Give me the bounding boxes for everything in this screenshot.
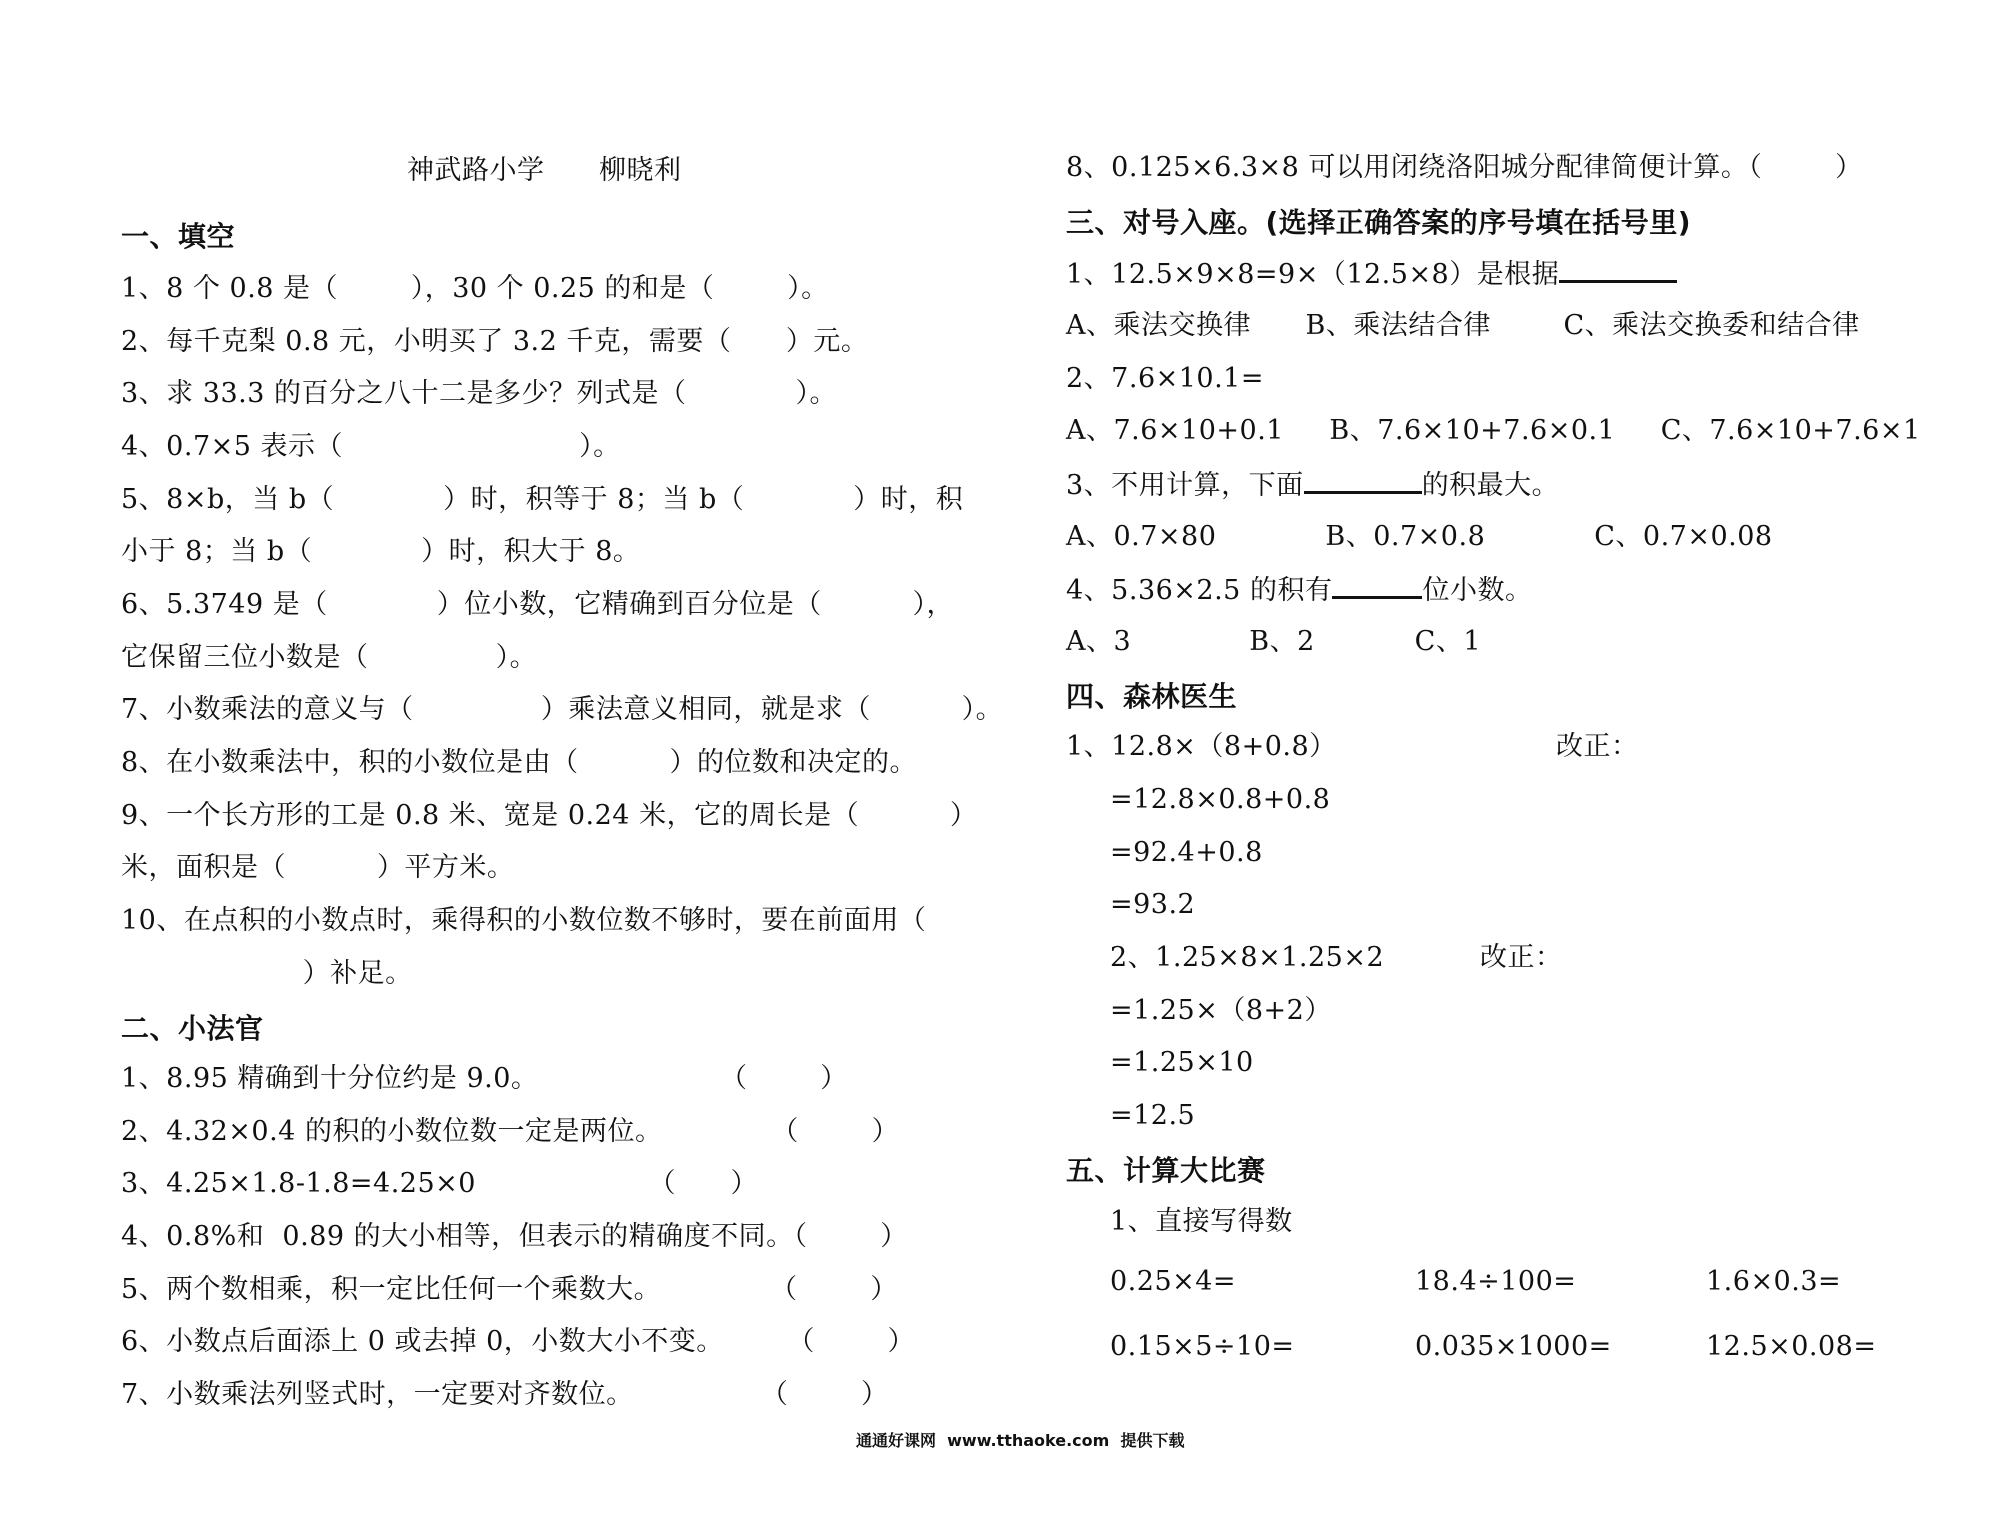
s1-line: 2、每千克梨 0.8 元，小明买了 3.2 千克，需要（ ）元。 (121, 326, 869, 357)
s1-line: 米，面积是（ ）平方米。 (121, 852, 515, 883)
section3-heading: 三、对号入座。(选择正确答案的序号填在括号里) (1066, 206, 1692, 239)
s2-line: 6、小数点后面添上 0 或去掉 0，小数大小不变。 （ ） (121, 1326, 916, 1357)
calc-item: 0.25×4= (1110, 1266, 1237, 1297)
school-author: 神武路小学 柳晓利 (407, 155, 682, 186)
s3-q3-options: A、0.7×80 B、0.7×0.8 C、0.7×0.08 (1066, 521, 1773, 552)
s1-line: 10、在点积的小数点时，乘得积的小数位数不够时，要在前面用（ (121, 905, 927, 936)
s4-p1-line: =92.4+0.8 (1110, 837, 1263, 868)
s2-line: 1、8.95 精确到十分位约是 9.0。 （ ） (121, 1063, 848, 1094)
calc-item: 0.035×1000= (1415, 1331, 1612, 1362)
s4-p2-line: 2、1.25×8×1.25×2 (1110, 942, 1385, 973)
s3-q4 (1066, 572, 1532, 608)
calc-item: 12.5×0.08= (1706, 1331, 1877, 1362)
s4-p2-fix-label: 改正： (1480, 942, 1563, 973)
s3-q3-text: 3、不用计算，下面 (1066, 470, 1304, 501)
section5-heading: 五、计算大比赛 (1066, 1154, 1266, 1187)
calc-item: 1.6×0.3= (1706, 1266, 1842, 1297)
answer-blank (1559, 256, 1677, 283)
s2-line: 8、0.125×6.3×8 可以用闭绕洛阳城分配律简便计算。（ ） (1066, 152, 1863, 183)
s4-p2-line: =12.5 (1110, 1100, 1196, 1131)
s1-line: ）补足。 (121, 958, 413, 989)
s5-sub: 1、直接写得数 (1110, 1206, 1293, 1237)
s3-q4-text-end: 位小数。 (1422, 575, 1533, 606)
s1-line: 9、一个长方形的工是 0.8 米、宽是 0.24 米，它的周长是（ ） (121, 800, 978, 831)
footer-credit: 通通好课网 www.tthaoke.com 提供下载 (856, 1431, 1185, 1450)
s3-q3-text-end: 的积最大。 (1421, 470, 1560, 501)
s4-p1-line: 1、12.8×（8+0.8） (1066, 731, 1337, 762)
s3-q1-options: A、乘法交换律 B、乘法结合律 C、乘法交换委和结合律 (1066, 310, 1860, 341)
s3-q3 (1066, 467, 1559, 503)
s1-line: 1、8 个 0.8 是（ ），30 个 0.25 的和是（ ）。 (121, 273, 829, 304)
s1-line: 6、5.3749 是（ ）位小数，它精确到百分位是（ ）， (121, 589, 955, 620)
s2-line: 3、4.25×1.8-1.8=4.25×0 （ ） (121, 1168, 759, 1199)
s4-p1-line: =93.2 (1110, 889, 1196, 920)
s2-line: 7、小数乘法列竖式时，一定要对齐数位。 （ ） (121, 1379, 889, 1410)
section1-heading: 一、填空 (121, 220, 236, 253)
s1-line: 8、在小数乘法中，积的小数位是由（ ）的位数和决定的。 (121, 747, 918, 778)
s1-line: 小于 8；当 b（ ）时，积大于 8。 (121, 536, 641, 567)
s3-q1-text: 1、12.5×9×8=9×（12.5×8）是根据 (1066, 259, 1560, 290)
s1-line: 5、8×b，当 b（ ）时，积等于 8；当 b（ ）时，积 (121, 484, 964, 515)
s3-q4-options: A、3 B、2 C、1 (1066, 626, 1482, 657)
section2-heading: 二、小法官 (121, 1012, 264, 1045)
s2-line: 5、两个数相乘，积一定比任何一个乘数大。 （ ） (121, 1274, 898, 1305)
s3-q4-text: 4、5.36×2.5 的积有 (1066, 575, 1333, 606)
s4-p2-line: =1.25×10 (1110, 1047, 1254, 1078)
s1-line: 3、求 33.3 的百分之八十二是多少？列式是（ ）。 (121, 378, 837, 409)
s3-q2: 2、7.6×10.1= (1066, 363, 1264, 394)
s4-p1-fix-label: 改正： (1556, 731, 1639, 762)
s3-q2-options: A、7.6×10+0.1 B、7.6×10+7.6×0.1 C、7.6×10+7.6×1 (1066, 415, 1921, 446)
section4-heading: 四、森林医生 (1066, 680, 1238, 713)
s2-line: 4、0.8%和 0.89 的大小相等，但表示的精确度不同。（ ） (121, 1221, 908, 1252)
s4-p1-line: =12.8×0.8+0.8 (1110, 784, 1331, 815)
calc-item: 18.4÷100= (1415, 1266, 1577, 1297)
calc-item: 0.15×5÷10= (1110, 1331, 1295, 1362)
s1-line: 7、小数乘法的意义与（ ）乘法意义相同，就是求（ ）。 (121, 694, 1004, 725)
answer-blank (1332, 572, 1422, 599)
answer-blank (1304, 467, 1422, 494)
s2-line: 2、4.32×0.4 的积的小数位数一定是两位。 （ ） (121, 1116, 900, 1147)
s4-p2-line: =1.25×（8+2） (1110, 995, 1332, 1026)
s1-line: 4、0.7×5 表示（ ）。 (121, 431, 621, 462)
s3-q1 (1066, 256, 1677, 292)
s1-line: 它保留三位小数是（ ）。 (121, 642, 538, 673)
